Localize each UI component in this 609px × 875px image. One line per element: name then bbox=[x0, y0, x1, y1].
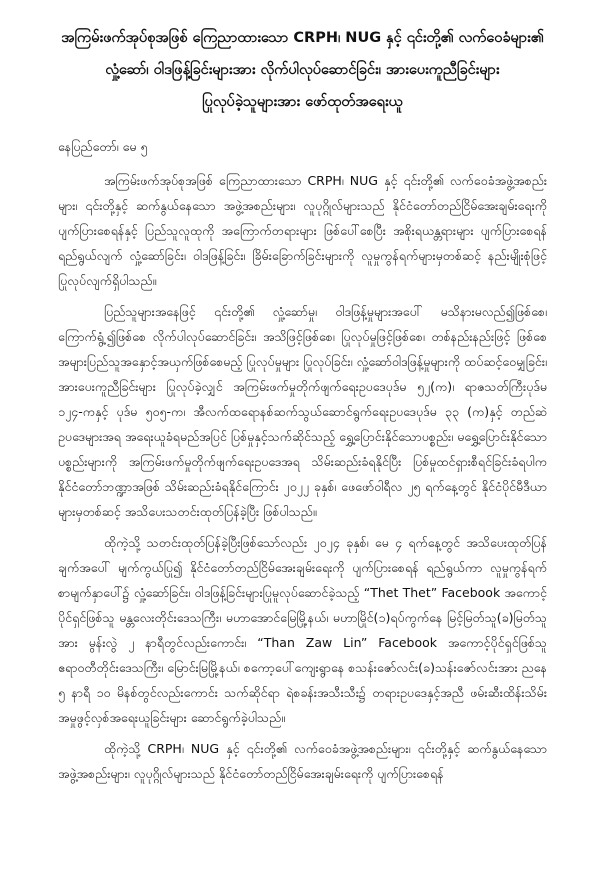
body-paragraph: ထိုကဲ့သို့ သတင်းထုတ်ပြန်ခဲ့ပြီးဖြစ်သော်လည်း ၂၀၂၄ ခုနှစ်၊ မေ ၄ ရက်နေ့တွင် အသိပေးထုတ်ပြန်ချက်အပေါ် မျက်ကွယ်ပြု၍ နိုင်ငံတော်တည်ငြိမ်အေးချမ်းရေးကို ပျက်ပြားစေရန် ရည်ရွယ်ကာ လူမှုကွန်ရက်စာမျက်နှာပေါ်၌ လှုံ့ဆော်ခြင်း၊ ဝါဒဖြန့်ခြင်းများပြုမူလုပ်ဆောင်ခဲ့သည့် “Thet Thet” Facebook အကောင့်ပိုင်ရှင်ဖြစ်သူ မန္တလေးတိုင်းဒေသကြီး၊ မဟာအောင်မြေမြို့နယ်၊ မဟာမြိုင်(၁)ရပ်ကွက်နေ မြင့်မြတ်သူ(ခ)မြတ်သူအား မွန်းလွဲ ၂ နာရီတွင်လည်းကောင်း၊ “Than Zaw Lin” Facebook အကောင့်ပိုင်ရှင်ဖြစ်သူ ဧရာဝတီတိုင်းဒေသကြီး၊ မြောင်းမြမြို့နယ်၊ စကော့ပေါ်ကျေးရွာနေ စသန်းဇော်လင်း(ခ)သန်းဇော်လင်းအား ညနေ ၅ နာရီ ၁၀ မိနစ်တွင်လည်းကောင်း သက်ဆိုင်ရာ ရဲစခန်းအသီးသီး၌ တရားဥပဒေနှင့်အညီ ဖမ်းဆီးထိန်းသိမ်းအမှုဖွင့်လှစ်အရေးယူခြင်းများ ဆောင်ရွက်ခဲ့ပါသည်။ bbox=[58, 535, 547, 725]
document-title bbox=[58, 22, 547, 118]
title-line: လှုံ့ဆော်၊ ဝါဒဖြန့်ခြင်းများအား လိုက်ပါလုပ်ဆောင်ခြင်း၊ အားပေးကူညီခြင်းများ bbox=[105, 62, 500, 78]
title-line: အကြမ်းဖက်အုပ်စုအဖြစ် ကြေညာထားသော CRPH၊ NUG နှင့် ၎င်းတို့၏ လက်ဝေခံများ၏ bbox=[61, 30, 544, 46]
body-paragraph: ထိုကဲ့သို့ CRPH၊ NUG နှင့် ၎င်းတို့၏ လက်ဝေခံအဖွဲ့အစည်းများ၊ ၎င်းတို့နှင့် ဆက်နွယ်နေသော အဖွဲ့အစည်းများ၊ လူပုဂ္ဂိုလ်များသည် နိုင်ငံတော်တည်ငြိမ်အေးချမ်းရေးကို ပျက်ပြားစေရန် bbox=[58, 741, 547, 781]
title-line: ပြုလုပ်ခဲ့သူများအား ဖော်ထုတ်အရေးယူ bbox=[202, 94, 403, 110]
body-paragraph: အကြမ်းဖက်အုပ်စုအဖြစ် ကြေညာထားသော CRPH၊ NUG နှင့် ၎င်းတို့၏ လက်ဝေခံအဖွဲ့အစည်းများ၊ ၎င်းတို့နှင့် ဆက်နွယ်နေသော အဖွဲ့အစည်းများ၊ လူပုဂ္ဂိုလ်များသည် နိုင်ငံတော်တည်ငြိမ်အေးချမ်းရေးကို ပျက်ပြားစေရန်နှင့် ပြည်သူလူထုကို အကြောက်တရားများ ဖြစ်ပေါ်စေပြီး အစိုးရယန္တရားများ ပျက်ပြားစေရန် ရည်ရွယ်လျက် လှုံ့ဆော်ခြင်း၊ ဝါဒဖြန့်ခြင်း၊ ခြိမ်းခြောက်ခြင်းများကို လူမှုကွန်ရက်များမှတစ်ဆင့် နည်းမျိုးစုံဖြင့် ပြုလုပ်လျက်ရှိပါသည်။ bbox=[58, 173, 547, 288]
dateline: နေပြည်တော်၊ မေ ၅ bbox=[58, 139, 148, 154]
body-paragraph: ပြည်သူများအနေဖြင့် ၎င်းတို့၏ လှုံ့ဆော်မှု၊ ဝါဒဖြန့်မှုများအပေါ် မသိနားမလည်၍ဖြစ်စေ၊ ကြောက်ရွံ့၍ဖြစ်စေ လိုက်ပါလုပ်ဆောင်ခြင်း၊ အသိဖြင့်ဖြစ်စေ၊ ပြုလုပ်မှုဖြင့်ဖြစ်စေ၊ တစ်နည်းနည်းဖြင့် ဖြစ်စေ အများပြည်သူအနှောင့်အယှက်ဖြစ်စေမည့် ပြုလုပ်မှုများ ပြုလုပ်ခြင်း၊ လှုံ့ဆော်ဝါဒဖြန့်မှုများကို ထပ်ဆင့်ဝေမျှခြင်း၊ အားပေးကူညီခြင်းများ ပြုလုပ်ခဲ့လျှင် အကြမ်းဖက်မှုတိုက်ဖျက်ရေးဥပဒေပုဒ်မ ၅၂(က)၊ ရာဇသတ်ကြီးပုဒ်မ ၁၂၄-ကနှင့် ပုဒ်မ ၅၀၅-က၊ အီလက်ထရောနစ်ဆက်သွယ်ဆောင်ရွက်ရေးဥပဒေပုဒ်မ ၃၃ (က)နှင့် တည်ဆဲဥပဒေများအရ အရေးယူခံရမည်အပြင် ပြစ်မှုနှင့်သက်ဆိုင်သည့် ရွှေ့ပြောင်းနိုင်သောပစ္စည်း၊ မရွှေ့ပြောင်းနိုင်သောပစ္စည်းများကို အကြမ်းဖက်မှုတိုက်ဖျက်ရေးဥပဒေအရ သိမ်းဆည်းခံရနိုင်ပြီး ပြစ်မှုထင်ရှားစီရင်ခြင်းခံရပါက နိုင်ငံတော်ဘဏ္ဍာအဖြစ် သိမ်းဆည်းခံရနိုင်ကြောင်း ၂၀၂၂ ခုနှစ်၊ ဖေဖော်ဝါရီလ ၂၅ ရက်နေ့တွင် နိုင်ငံပိုင်မီဒီယာများမှတစ်ဆင့် အသိပေးသတင်းထုတ်ပြန်ခဲ့ပြီး ဖြစ်ပါသည်။ bbox=[58, 304, 547, 519]
